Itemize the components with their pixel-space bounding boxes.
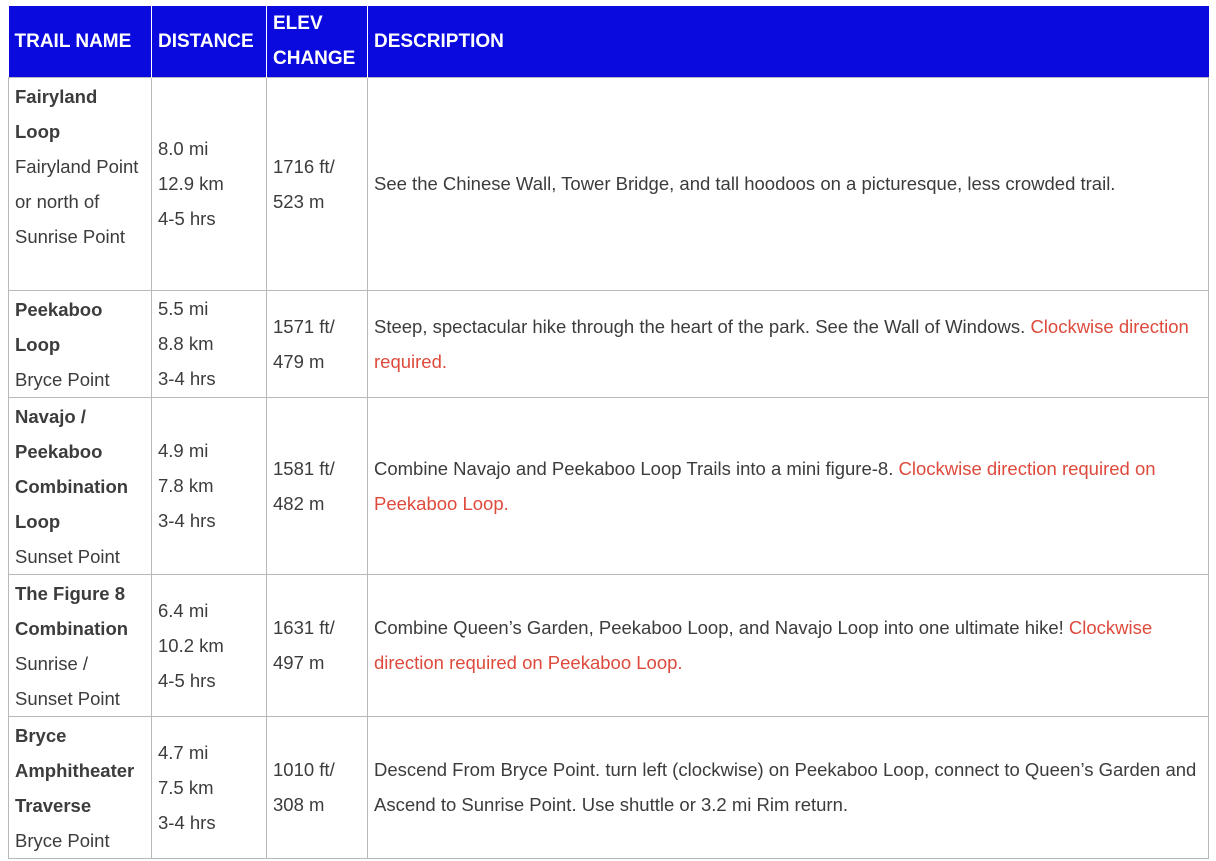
table-row: [9, 77, 1209, 290]
elev-meters: 482 m: [273, 492, 325, 514]
elev-meters: 523 m: [273, 190, 325, 212]
distance-cell: [152, 716, 267, 858]
duration-hours: 4-5 hrs: [158, 669, 216, 691]
table-row: [9, 290, 1209, 397]
duration-hours: 3-4 hrs: [158, 510, 216, 531]
trailhead: Bryce Point: [15, 829, 110, 851]
elev-meters: 497 m: [273, 652, 325, 673]
duration-hours: 3-4 hrs: [158, 368, 216, 389]
header-elev-change-line2: CHANGE: [273, 48, 356, 70]
table-row: [9, 397, 1209, 574]
table-header: [9, 6, 1209, 77]
description-text: See the Chinese Wall, Tower Bridge, and tall hoodoos on a picturesque, less crowded trail.: [374, 173, 1116, 194]
duration-hours: 4-5 hrs: [158, 208, 216, 229]
elev-feet: 1631 ft/: [273, 617, 335, 638]
elev-cell: [267, 574, 368, 716]
distance-miles: 4.9 mi: [158, 440, 209, 461]
header-distance: DISTANCE: [152, 6, 267, 77]
distance-cell: [152, 574, 267, 716]
table-row: [9, 574, 1209, 716]
distance-miles: 5.5 mi: [158, 298, 209, 319]
trail-name-cell: [9, 574, 152, 716]
description-text: Combine Queen’s Garden, Peekaboo Loop, and Navajo Loop into one ultimate hike!: [374, 617, 1064, 638]
distance-km: 7.8 km: [158, 475, 214, 496]
distance-km: 8.8 km: [158, 333, 214, 354]
trailhead: Fairyland Point or north of Sunrise Point: [15, 155, 139, 247]
header-description: DESCRIPTION: [368, 6, 1209, 77]
distance-miles: 8.0 mi: [158, 138, 209, 159]
elev-feet: 1010 ft/: [273, 759, 335, 780]
elev-cell: [267, 397, 368, 574]
trail-name: Navajo / Peekaboo Combination Loop: [15, 405, 129, 532]
description-cell: [368, 574, 1209, 716]
distance-miles: 4.7 mi: [158, 741, 209, 763]
header-elev-change: [267, 6, 368, 77]
distance-km: 10.2 km: [158, 634, 224, 656]
description-cell: [368, 290, 1209, 397]
direction-note: Clockwise direction required on Peekaboo Loop.: [374, 617, 1153, 673]
elev-meters: 308 m: [273, 794, 325, 815]
description-text: Steep, spectacular hike through the heart of the park. See the Wall of Windows.: [374, 315, 1026, 337]
trail-name: Peekaboo Loop: [15, 298, 103, 355]
distance-miles: 6.4 mi: [158, 599, 209, 621]
trailhead: Bryce Point: [15, 368, 110, 390]
description-cell: [368, 77, 1209, 290]
trail-name: Fairyland Loop: [15, 85, 98, 142]
table-row: [9, 716, 1209, 858]
direction-note: Clockwise direction required.: [374, 315, 1189, 372]
trail-name-cell: [9, 77, 152, 290]
header-trail-name: TRAIL NAME: [9, 6, 152, 77]
trail-name-cell: [9, 397, 152, 574]
description-text: Descend From Bryce Point. turn left (clockwise) on Peekaboo Loop, connect to Queen’s Garden and Ascend to Sunrise Point. Use shuttle or 3.2 mi Rim return.: [374, 759, 1197, 815]
distance-cell: [152, 397, 267, 574]
trailhead: Sunrise / Sunset Point: [15, 652, 120, 709]
trailhead: Sunset Point: [15, 545, 120, 567]
header-row: [9, 6, 1209, 77]
distance-km: 7.5 km: [158, 776, 214, 798]
trail-name: Bryce Amphitheater Traverse: [15, 724, 135, 816]
trail-name-cell: [9, 290, 152, 397]
header-elev-change-line1: ELEV: [273, 13, 323, 35]
elev-feet: 1581 ft/: [273, 457, 335, 479]
elev-cell: [267, 77, 368, 290]
elev-feet: 1571 ft/: [273, 315, 335, 337]
trail-name: The Figure 8 Combination: [15, 582, 129, 639]
table-body: [9, 77, 1209, 858]
distance-cell: [152, 290, 267, 397]
distance-km: 12.9 km: [158, 173, 224, 194]
trails-table: [8, 6, 1209, 859]
description-cell: [368, 716, 1209, 858]
elev-cell: [267, 290, 368, 397]
elev-cell: [267, 716, 368, 858]
trail-name-cell: [9, 716, 152, 858]
description-text: Combine Navajo and Peekaboo Loop Trails into a mini figure-8.: [374, 457, 894, 479]
elev-feet: 1716 ft/: [273, 155, 335, 177]
elev-meters: 479 m: [273, 350, 325, 372]
description-cell: [368, 397, 1209, 574]
distance-cell: [152, 77, 267, 290]
direction-note: Clockwise direction required on Peekaboo Loop.: [374, 457, 1156, 514]
duration-hours: 3-4 hrs: [158, 811, 216, 833]
